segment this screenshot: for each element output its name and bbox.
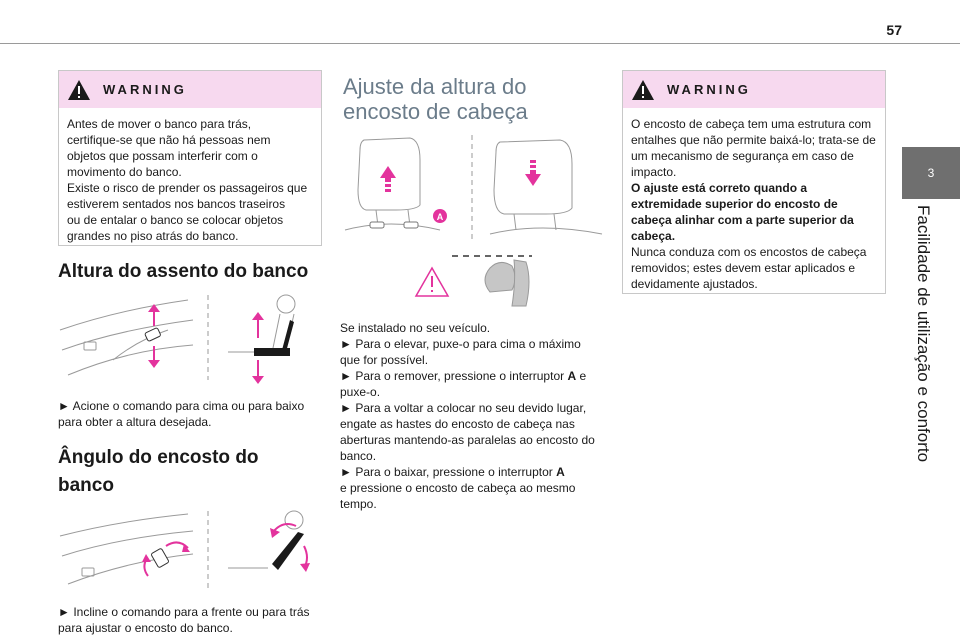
warning-line: Antes de mover o banco para trás,	[67, 117, 252, 131]
headrest-line-text: Para o elevar, puxe-o para cima o máximo	[355, 337, 581, 351]
headrest-line: tempo.	[340, 497, 377, 511]
column-left	[58, 70, 322, 636]
chapter-title: Facilidade de utilização e conforto	[914, 205, 933, 463]
headrest-line: puxe-o.	[340, 385, 381, 399]
warning-box-headrest	[622, 70, 886, 294]
switch-label: A	[567, 369, 577, 383]
warning-box-seat	[58, 70, 322, 246]
seat-height-line: para obter a altura desejada.	[58, 415, 212, 429]
warning-title: WARNING	[667, 82, 751, 97]
warning-line-bold: cabeça alinhar com a parte superior da	[631, 213, 854, 227]
headrest-title-line: encosto de cabeça	[343, 99, 528, 124]
headrest-text	[340, 320, 604, 512]
bullet-arrow-icon: ►	[340, 369, 352, 383]
warning-text	[623, 108, 885, 300]
backrest-text	[58, 604, 322, 636]
headrest-line: que for possível.	[340, 353, 429, 367]
bullet-arrow-icon: ►	[340, 337, 352, 351]
headrest-line-text: e	[579, 369, 587, 383]
headrest-line	[340, 464, 604, 480]
warning-triangle-icon	[631, 79, 655, 101]
bullet-arrow-icon: ►	[58, 605, 70, 619]
warning-triangle-icon	[67, 79, 91, 101]
label-a: A	[436, 212, 444, 222]
warning-line: objetos que possam interferir com o	[67, 149, 258, 163]
backrest-line-text: Incline o comando para a frente ou para trás	[73, 605, 310, 619]
warning-line: impacto.	[631, 165, 677, 179]
page-number: 57	[886, 22, 902, 38]
backrest-title	[58, 444, 322, 500]
column-right	[622, 70, 886, 294]
backrest-line: para ajustar o encosto do banco.	[58, 621, 233, 635]
switch-label: A	[556, 465, 565, 479]
headrest-title	[340, 74, 604, 124]
warning-line: certifique-se que não há pessoas nem	[67, 133, 271, 147]
warning-line: movimento do banco.	[67, 165, 182, 179]
warning-line: ou de entalar o banco se colocar objetos	[67, 213, 284, 227]
backrest-title-line: banco	[58, 475, 114, 496]
headrest-line-text: Para a voltar a colocar no seu devido lugar,	[355, 401, 587, 415]
headrest-line: Se instalado no seu veículo.	[340, 321, 491, 335]
headrest-title-line: Ajuste da altura do	[343, 74, 527, 99]
headrest-line-text: Para o baixar, pressione o interruptor	[355, 465, 553, 479]
backrest-illustration	[58, 506, 322, 596]
warning-line: um mecanismo de segurança em caso de	[631, 149, 854, 163]
warning-line-bold: O ajuste está correto quando a	[631, 181, 808, 195]
headrest-illustration	[340, 130, 604, 316]
warning-line: Existe o risco de prender os passageiros que	[67, 181, 308, 195]
chapter-tab[interactable]: 3	[902, 147, 960, 199]
warning-line: entalhes que não permite baixá-lo; trata-se de	[631, 133, 876, 147]
warning-header	[59, 71, 321, 108]
warning-title: WARNING	[103, 82, 187, 97]
headrest-line: engate as hastes do encosto de cabeça nas	[340, 417, 575, 431]
seat-height-title: Altura do assento do banco	[58, 261, 309, 282]
warning-line: devidamente ajustados.	[631, 277, 758, 291]
seat-height-illustration	[58, 290, 322, 390]
warning-line: grandes no piso atrás do banco.	[67, 229, 239, 243]
top-rule	[0, 43, 960, 44]
headrest-line	[340, 336, 604, 352]
column-middle	[340, 74, 604, 512]
warning-line-bold: cabeça.	[631, 229, 676, 243]
warning-header	[623, 71, 885, 108]
seat-height-text	[58, 398, 322, 430]
warning-line: O encosto de cabeça tem uma estrutura com	[631, 117, 872, 131]
seat-height-line-text: Acione o comando para cima ou para baixo	[72, 399, 305, 413]
warning-text	[59, 108, 321, 252]
backrest-title-line: Ângulo do encosto do	[58, 447, 259, 468]
headrest-line: aberturas mantendo-as paralelas ao encosto do	[340, 433, 595, 447]
headrest-line: banco.	[340, 449, 377, 463]
warning-line: removidos; estes devem estar aplicados e	[631, 261, 856, 275]
bullet-arrow-icon: ►	[58, 399, 70, 413]
headrest-line	[340, 368, 604, 384]
warning-line: Nunca conduza com os encostos de cabeça	[631, 245, 867, 259]
bullet-arrow-icon: ►	[340, 401, 352, 415]
warning-line-bold: extremidade superior do encosto de	[631, 197, 838, 211]
headrest-line: e pressione o encosto de cabeça ao mesmo	[340, 481, 576, 495]
warning-line: estiverem sentados nos bancos traseiros	[67, 197, 286, 211]
seat-height-line	[58, 398, 322, 414]
headrest-line	[340, 400, 604, 416]
backrest-line	[58, 604, 322, 620]
bullet-arrow-icon: ►	[340, 465, 352, 479]
headrest-line-text: Para o remover, pressione o interruptor	[355, 369, 565, 383]
